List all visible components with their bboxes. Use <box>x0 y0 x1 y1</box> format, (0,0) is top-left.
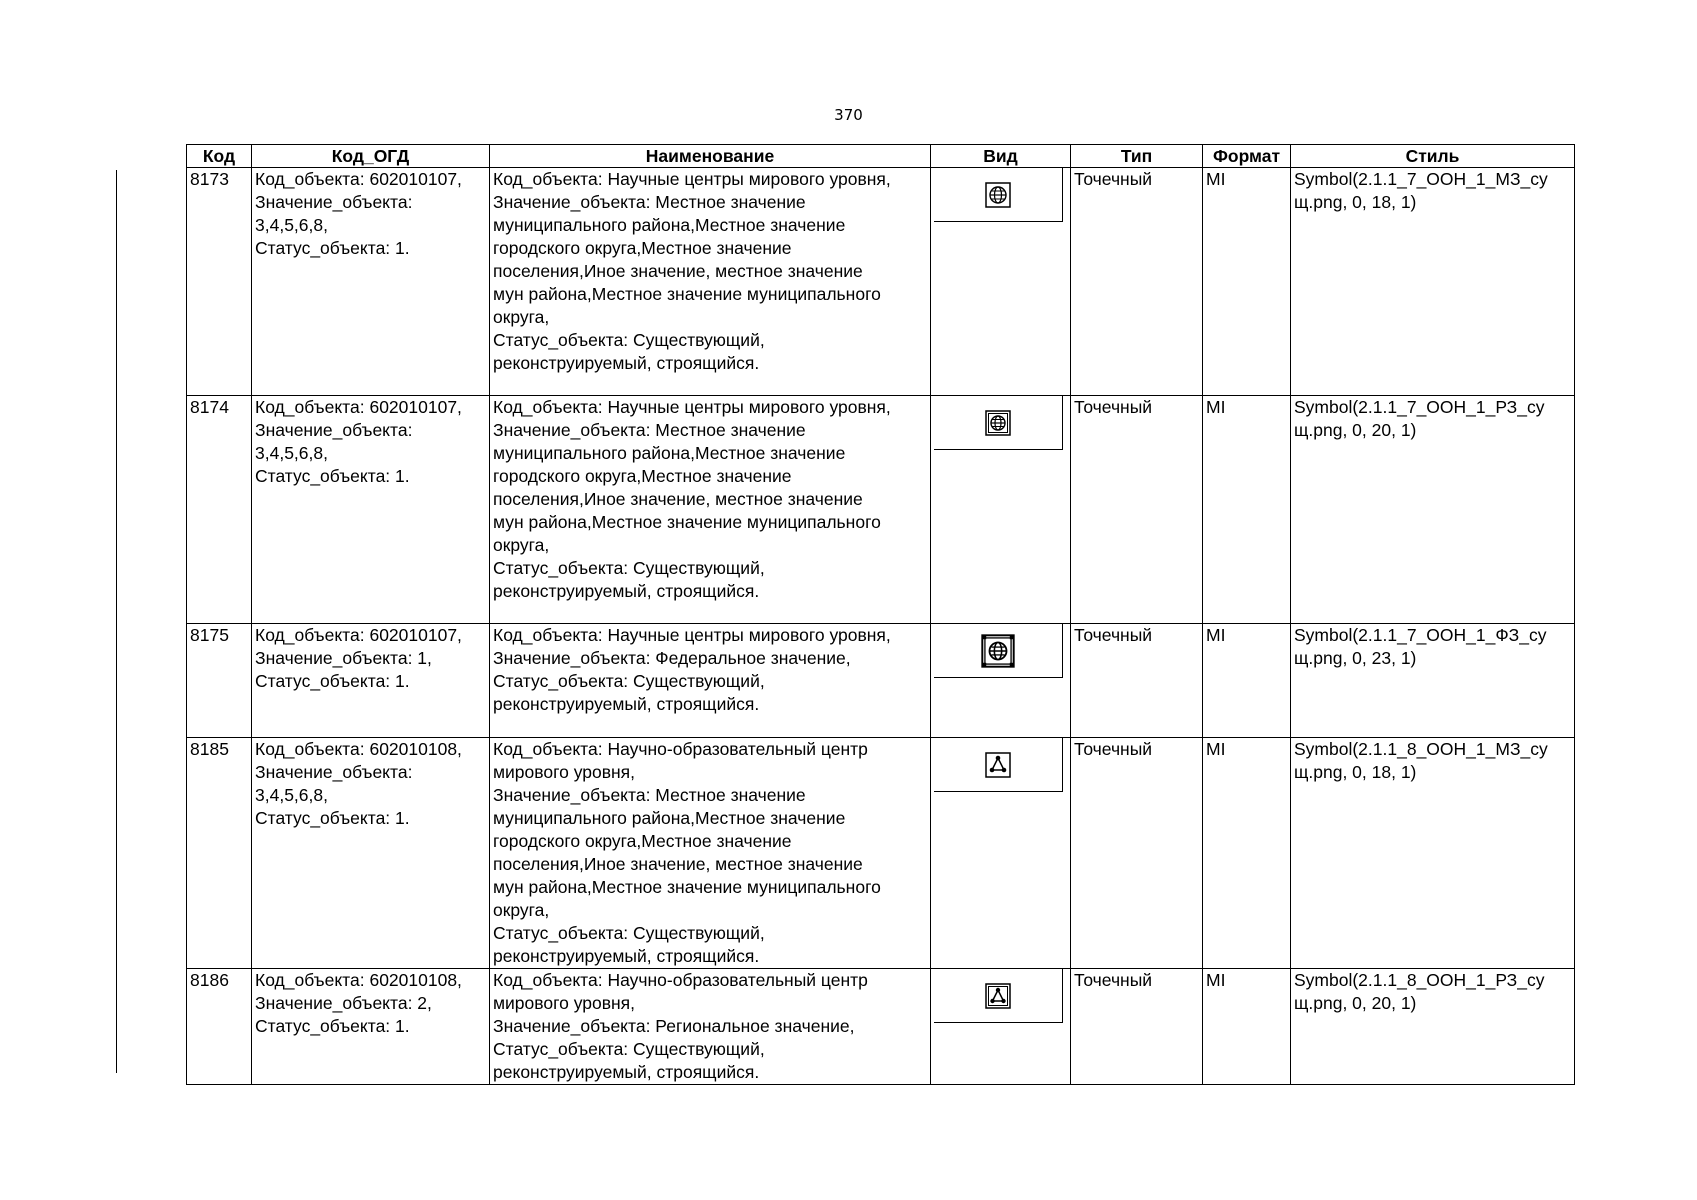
header-style: Стиль <box>1291 145 1575 168</box>
header-row <box>187 145 1575 168</box>
cell-name: Код_объекта: Научно-образовательный центр мирового уровня, Значение_объекта: Региональное значение, Статус_объекта: Существующий, реконструируемый, строящийся. <box>490 969 931 1085</box>
cell-kod-ogd: Код_объекта: 602010107, Значение_объекта: 3,4,5,6,8, Статус_объекта: 1. <box>252 168 490 396</box>
cell-style: Symbol(2.1.1_7_ООН_1_МЗ_су щ.png, 0, 18, 1) <box>1291 168 1575 396</box>
cell-kod: 8186 <box>187 969 252 1085</box>
cell-format: MI <box>1203 969 1291 1085</box>
page-number: 370 <box>834 106 863 124</box>
cell-tip: Точечный <box>1071 396 1203 624</box>
cell-kod-ogd: Код_объекта: 602010107, Значение_объекта: 3,4,5,6,8, Статус_объекта: 1. <box>252 396 490 624</box>
cell-name: Код_объекта: Научные центры мирового уровня, Значение_объекта: Местное значение муниципального района,Местное значение городского округа,Местное значение поселения,Иное значение, местное значение мун района,Местное значение муниципального округа, Статус_объекта: Существующий, реконструируемый, строящийся. <box>490 396 931 624</box>
table-row <box>187 624 1575 738</box>
cell-style: Symbol(2.1.1_7_ООН_1_ФЗ_су щ.png, 0, 23, 1) <box>1291 624 1575 738</box>
cell-vid <box>931 396 1071 624</box>
cell-vid <box>931 969 1071 1085</box>
cell-kod: 8174 <box>187 396 252 624</box>
header-tip: Тип <box>1071 145 1203 168</box>
table-row <box>187 396 1575 624</box>
cell-kod-ogd: Код_объекта: 602010108, Значение_объекта: 2, Статус_объекта: 1. <box>252 969 490 1085</box>
cell-vid <box>931 168 1071 396</box>
margin-rule <box>116 170 117 1073</box>
globe-icon <box>985 410 1011 436</box>
cell-vid <box>931 738 1071 969</box>
globe-icon <box>985 182 1011 208</box>
header-format: Формат <box>1203 145 1291 168</box>
table-row <box>187 738 1575 969</box>
symbol-registry-table <box>186 144 1575 1085</box>
cell-tip: Точечный <box>1071 624 1203 738</box>
symbol-preview <box>934 168 1063 222</box>
network-icon <box>985 752 1011 778</box>
symbol-preview <box>934 396 1063 450</box>
header-kod-ogd: Код_ОГД <box>252 145 490 168</box>
header-name: Наименование <box>490 145 931 168</box>
cell-tip: Точечный <box>1071 969 1203 1085</box>
cell-kod: 8173 <box>187 168 252 396</box>
header-kod: Код <box>187 145 252 168</box>
cell-format: MI <box>1203 168 1291 396</box>
cell-format: MI <box>1203 396 1291 624</box>
cell-kod-ogd: Код_объекта: 602010108, Значение_объекта: 3,4,5,6,8, Статус_объекта: 1. <box>252 738 490 969</box>
cell-style: Symbol(2.1.1_8_ООН_1_МЗ_су щ.png, 0, 18, 1) <box>1291 738 1575 969</box>
cell-format: MI <box>1203 624 1291 738</box>
network-icon <box>985 983 1011 1009</box>
header-vid: Вид <box>931 145 1071 168</box>
cell-kod: 8175 <box>187 624 252 738</box>
cell-name: Код_объекта: Научно-образовательный центр мирового уровня, Значение_объекта: Местное значение муниципального района,Местное значение городского округа,Местное значение поселения,Иное значение, местное значение мун района,Местное значение муниципального округа, Статус_объекта: Существующий, реконструируемый, строящийся. <box>490 738 931 969</box>
cell-tip: Точечный <box>1071 168 1203 396</box>
cell-kod: 8185 <box>187 738 252 969</box>
globe-icon <box>981 634 1015 668</box>
cell-vid <box>931 624 1071 738</box>
table-row <box>187 168 1575 396</box>
cell-kod-ogd: Код_объекта: 602010107, Значение_объекта: 1, Статус_объекта: 1. <box>252 624 490 738</box>
cell-style: Symbol(2.1.1_8_ООН_1_РЗ_су щ.png, 0, 20, 1) <box>1291 969 1575 1085</box>
symbol-preview <box>934 969 1063 1023</box>
cell-tip: Точечный <box>1071 738 1203 969</box>
symbol-preview <box>934 624 1063 678</box>
cell-format: MI <box>1203 738 1291 969</box>
cell-style: Symbol(2.1.1_7_ООН_1_РЗ_су щ.png, 0, 20, 1) <box>1291 396 1575 624</box>
symbol-preview <box>934 738 1063 792</box>
table-row <box>187 969 1575 1085</box>
cell-name: Код_объекта: Научные центры мирового уровня, Значение_объекта: Федеральное значение, Статус_объекта: Существующий, реконструируемый, строящийся. <box>490 624 931 738</box>
cell-name: Код_объекта: Научные центры мирового уровня, Значение_объекта: Местное значение муниципального района,Местное значение городского округа,Местное значение поселения,Иное значение, местное значение мун района,Местное значение муниципального округа, Статус_объекта: Существующий, реконструируемый, строящийся. <box>490 168 931 396</box>
